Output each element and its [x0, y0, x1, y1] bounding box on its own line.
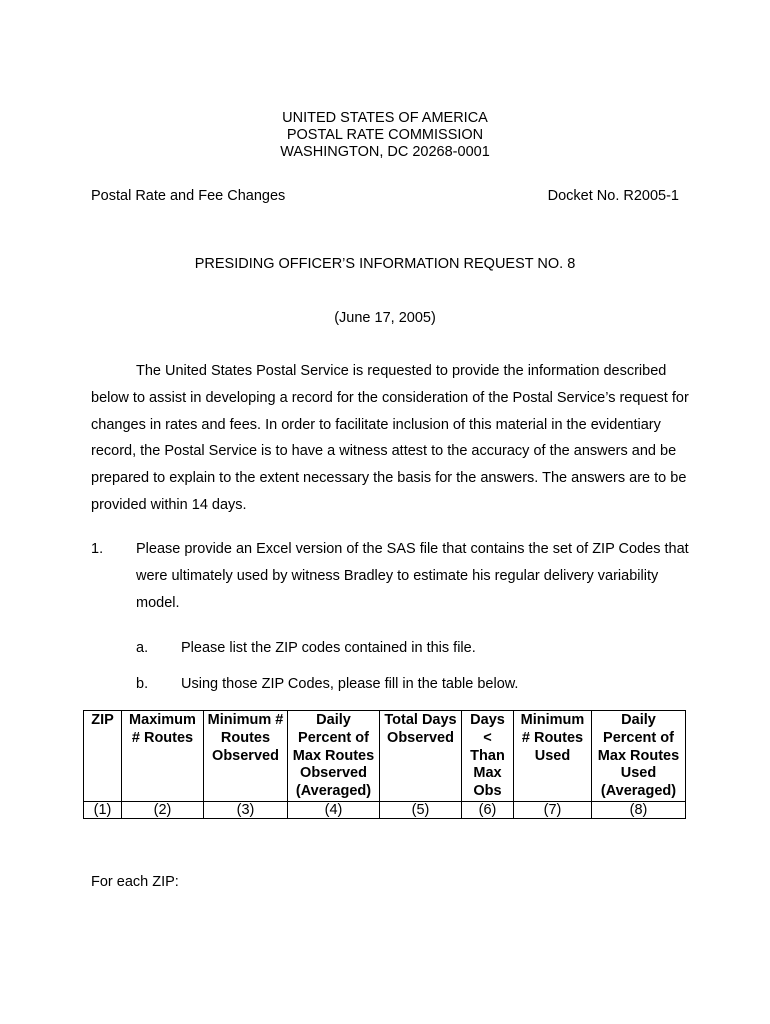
header-daily-percent-used: Daily Percent of Max Routes Used (Averaged): [592, 711, 686, 802]
sub-item-b-text: Using those ZIP Codes, please fill in the table below.: [181, 676, 519, 692]
item-text: Please provide an Excel version of the SAS file that contains the set of ZIP Codes that were ultimately used by witness Bradley to estimate his regular delivery variability model.: [136, 541, 689, 611]
sub-item-a-label: a.: [136, 640, 149, 656]
case-caption: Postal Rate and Fee Changes: [91, 188, 286, 204]
table-header-row: [84, 711, 686, 802]
docket-number: Docket No. R2005-1: [547, 188, 679, 204]
header-days-less-than-max: Days < Than Max Obs: [462, 711, 514, 802]
agency-name: POSTAL RATE COMMISSION: [286, 127, 484, 143]
document-title: PRESIDING OFFICER’S INFORMATION REQUEST NO. 8: [194, 256, 576, 272]
header-total-days-observed: Total Days Observed: [380, 711, 462, 802]
column-number: (5): [380, 801, 462, 818]
document-date: (June 17, 2005): [334, 310, 436, 326]
intro-paragraph: [91, 358, 691, 519]
column-number: (8): [592, 801, 686, 818]
header-zip: ZIP: [84, 711, 122, 802]
column-number: (3): [204, 801, 288, 818]
column-number: (6): [462, 801, 514, 818]
column-number: (2): [122, 801, 204, 818]
column-number: (1): [84, 801, 122, 818]
header-minimum-routes-observed: Minimum # Routes Observed: [204, 711, 288, 802]
intro-text: The United States Postal Service is requested to provide the information described below to assist in developing a record for the consideration of the Postal Service’s request for changes in rates and fees. In order to facilitate inclusion of this material in the evidentiary record, the Postal Service is to have a witness attest to the accuracy of the answers and be prepared to explain to the extent necessary the basis for the answers. The answers are to be provided within 14 days.: [91, 363, 689, 513]
table-number-row: [84, 801, 686, 818]
item-number: 1.: [91, 541, 104, 557]
sub-item-a-text: Please list the ZIP codes contained in this file.: [181, 640, 476, 656]
agency-address: WASHINGTON, DC 20268-0001: [280, 144, 490, 160]
for-each-zip-text: For each ZIP:: [91, 874, 179, 890]
agency-country: UNITED STATES OF AMERICA: [282, 110, 488, 126]
data-table: [83, 710, 686, 819]
header-maximum-routes: Maximum # Routes: [122, 711, 204, 802]
column-number: (7): [514, 801, 592, 818]
column-number: (4): [288, 801, 380, 818]
header-daily-percent-observed: Daily Percent of Max Routes Observed (Averaged): [288, 711, 380, 802]
header-minimum-routes-used: Minimum # Routes Used: [514, 711, 592, 802]
sub-item-b-label: b.: [136, 676, 149, 692]
